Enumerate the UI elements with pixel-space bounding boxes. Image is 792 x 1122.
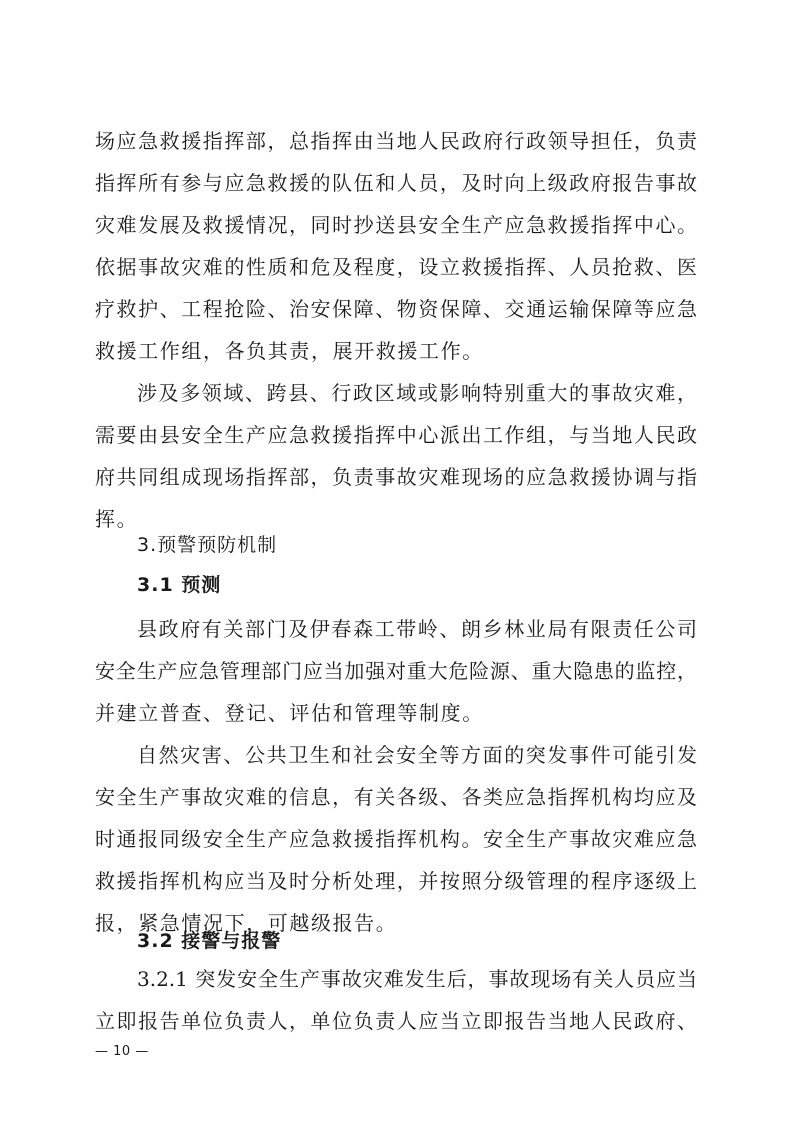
paragraph-line: 3.2.1 突发安全生产事故灾难发生后，事故现场有关人员应当: [137, 967, 697, 991]
paragraph-line: 县政府有关部门及伊春森工带岭、朗乡林业局有限责任公司: [137, 617, 697, 641]
paragraph-line: 时通报同级安全生产应急救援指挥机构。安全生产事故灾难应急: [95, 827, 697, 851]
paragraph-line: 灾难发展及救援情况，同时抄送县安全生产应急救援指挥中心。: [95, 213, 697, 237]
paragraph-line: 安全生产应急管理部门应当加强对重大危险源、重大隐患的监控，: [95, 659, 697, 683]
paragraph-line: 救援指挥机构应当及时分析处理，并按照分级管理的程序逐级上: [95, 869, 697, 893]
paragraph-line: 报，紧急情况下，可越级报告。: [95, 911, 398, 935]
paragraph-line: 府共同组成现场指挥部，负责事故灾难现场的应急救援协调与指: [95, 465, 697, 489]
paragraph-line: 需要由县安全生产应急救援指挥中心派出工作组，与当地人民政: [95, 423, 697, 447]
paragraph-line: 涉及多领域、跨县、行政区域或影响特别重大的事故灾难，: [137, 381, 697, 405]
paragraph-line: 依据事故灾难的性质和危及程度，设立救援指挥、人员抢救、医: [95, 255, 697, 279]
subsection-heading: 3.2 接警与报警: [137, 930, 282, 952]
section-heading: 3.预警预防机制: [137, 534, 278, 556]
paragraph-line: 并建立普查、登记、评估和管理等制度。: [95, 701, 484, 725]
paragraph-line: 指挥所有参与应急救援的队伍和人员，及时向上级政府报告事故: [95, 171, 697, 195]
page-number: — 10 —: [95, 1044, 149, 1059]
paragraph-line: 安全生产事故灾难的信息，有关各级、各类应急指挥机构均应及: [95, 785, 697, 809]
subsection-heading: 3.1 预测: [137, 574, 222, 596]
paragraph-line: 挥。: [95, 507, 139, 531]
paragraph-line: 立即报告单位负责人，单位负责人应当立即报告当地人民政府、: [95, 1009, 697, 1033]
paragraph-line: 自然灾害、公共卫生和社会安全等方面的突发事件可能引发: [137, 743, 697, 767]
paragraph-line: 场应急救援指挥部，总指挥由当地人民政府行政领导担任，负责: [95, 129, 697, 153]
paragraph-line: 救援工作组，各负其责，展开救援工作。: [95, 339, 484, 363]
paragraph-line: 疗救护、工程抢险、治安保障、物资保障、交通运输保障等应急: [95, 297, 697, 321]
